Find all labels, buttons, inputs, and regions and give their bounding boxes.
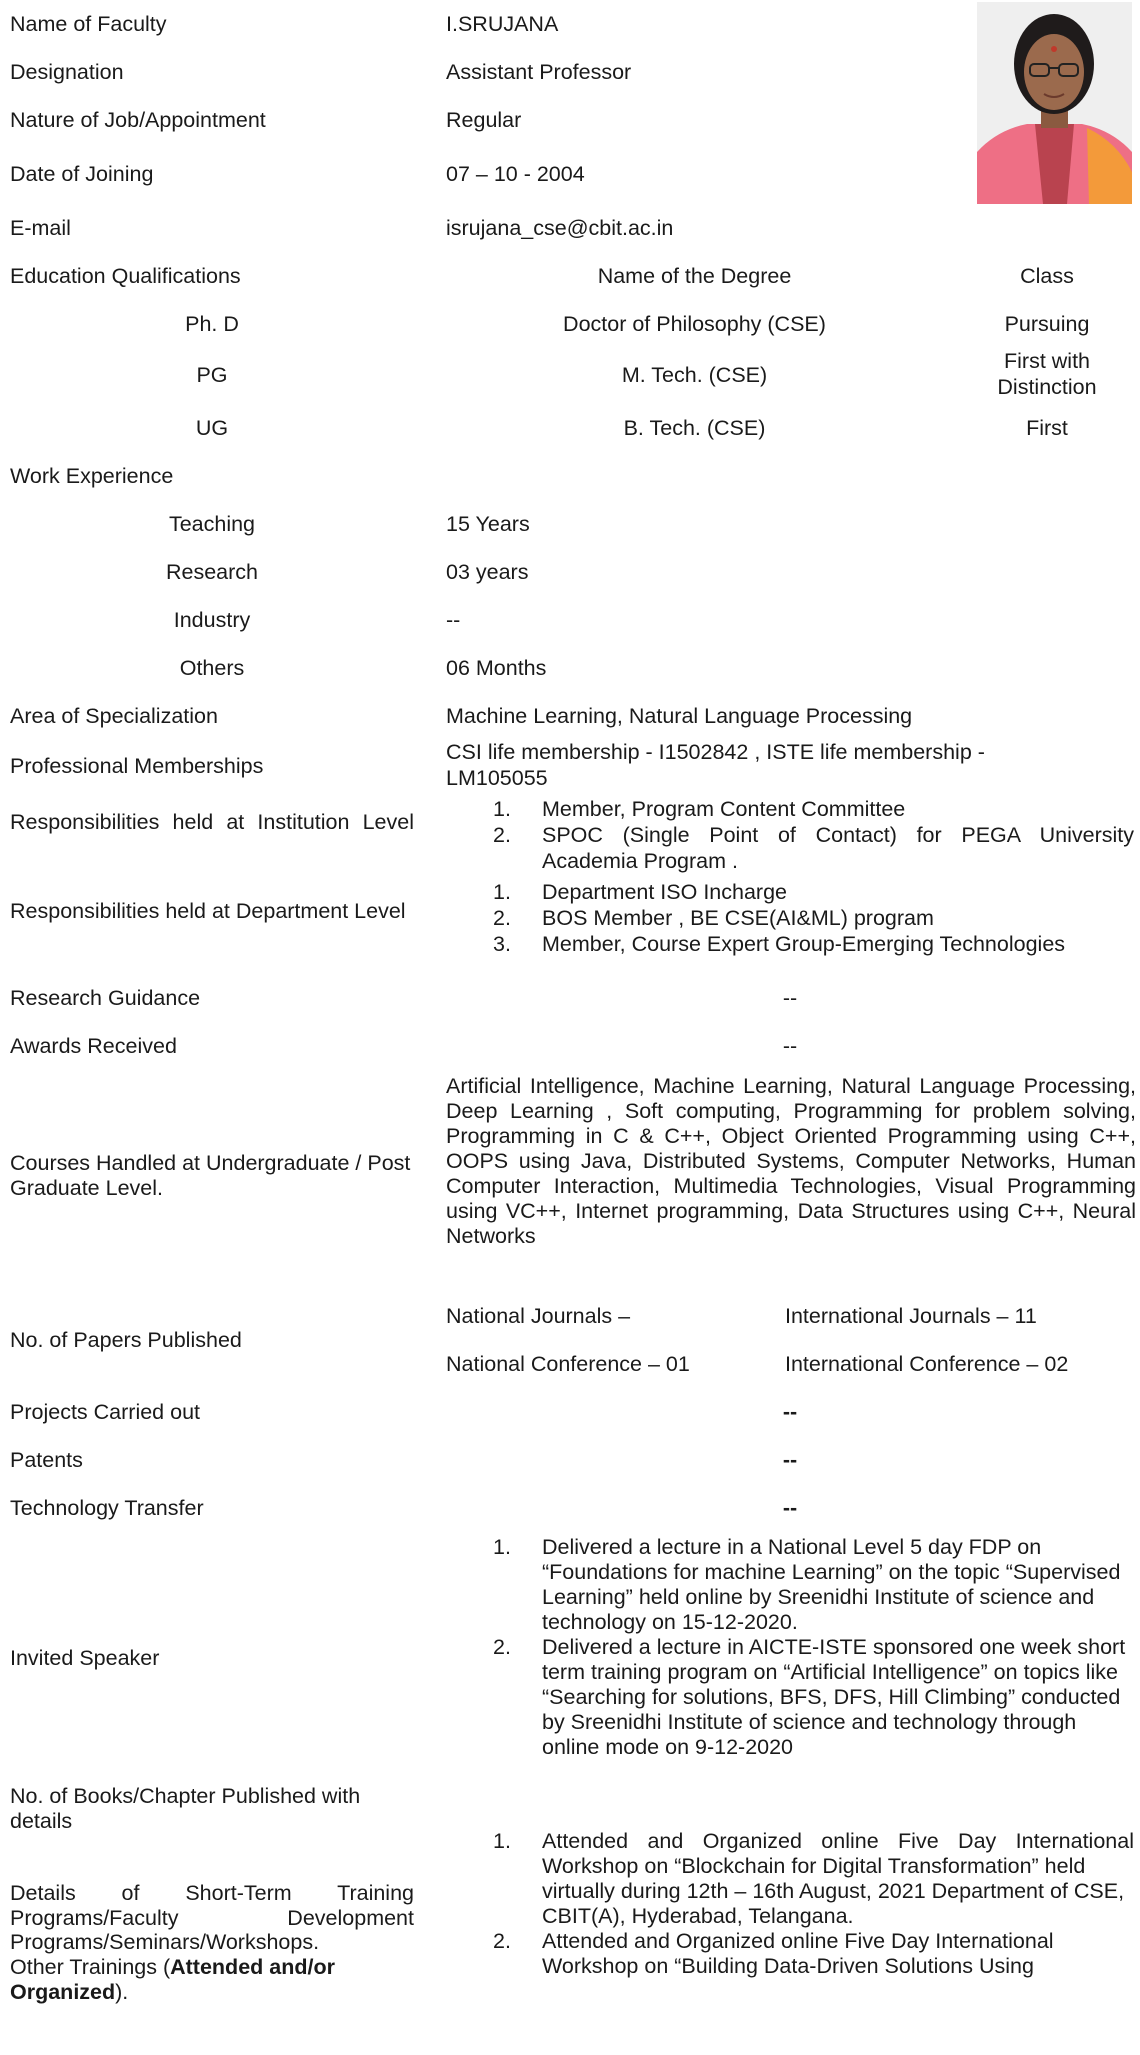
list-item: 1. Department ISO Incharge [493,880,787,904]
specialization-label: Area of Specialization [10,704,218,728]
national-journals: National Journals – [446,1304,631,1328]
edu-degree: B. Tech. (CSE) [623,416,766,440]
memberships-label: Professional Memberships [10,754,264,778]
experience-label: Work Experience [10,464,174,488]
experience-type: Teaching [168,512,256,536]
list-item: 1. Delivered a lecture in a National Level 5 day FDP on “Foundations for machine Learning” on the topic “Supervised Learning” held online by Sreenidhi Institute of science and technology on 15-12-2020. [493,1535,1121,1635]
nature-label: Nature of Job/Appointment [10,108,266,132]
books-label: No. of Books/Chapter Published with details [10,1784,361,1833]
experience-value: 15 Years [446,512,530,536]
memberships-value: CSI life membership - I1502842 , ISTE life membership - LM105055 [446,740,985,790]
international-conference: International Conference – 02 [785,1352,1069,1376]
edu-class: First with Distinction [997,349,1097,399]
edu-level: Ph. D [185,312,239,336]
email-value: isrujana_cse@cbit.ac.in [446,216,674,240]
faculty-name: I.SRUJANA [446,12,559,36]
list-item: 1. Member, Program Content Committee [493,797,906,821]
designation-value: Assistant Professor [446,60,632,84]
experience-type: Industry [173,608,251,632]
education-label: Education Qualifications [10,264,241,288]
invited-list [446,1535,1134,1760]
trainings-label-line: Details of Short-Term Training Programs/Faculty Development Programs/Seminars/Workshops. [10,1881,414,1955]
experience-value: -- [446,608,461,632]
edu-degree: M. Tech. (CSE) [621,363,768,387]
projects-label: Projects Carried out [10,1400,200,1424]
nature-value: Regular [446,108,522,132]
national-conference: National Conference – 01 [446,1352,690,1376]
projects-value: -- [782,1400,798,1424]
experience-type: Others [179,656,245,680]
tech-transfer-label: Technology Transfer [10,1496,204,1520]
experience-value: 06 Months [446,656,547,680]
trainings-label-line: Other Trainings (Attended and/or Organized). [10,1955,335,2004]
tech-transfer-value: -- [782,1496,798,1520]
edu-level: UG [195,416,229,440]
courses-label: Courses Handled at Undergraduate / Post Graduate Level. [10,1151,411,1200]
papers-label: No. of Papers Published [10,1328,242,1352]
experience-type: Research [165,560,258,584]
resp-dept-list [446,880,1134,957]
resp-dept-label: Responsibilities held at Department Level [10,899,406,923]
list-item: 2. BOS Member , BE CSE(AI&ML) program [493,905,934,930]
specialization-value: Machine Learning, Natural Language Processing [446,704,913,728]
list-item: 2. Attended and Organized online Five Day International Workshop on “Building Data-Driven Solutions Using [493,1929,1054,1979]
trainings-label [10,1881,414,2005]
experience-value: 03 years [446,560,529,584]
doj-value: 07 – 10 - 2004 [446,162,585,186]
awards-label: Awards Received [10,1034,177,1058]
research-guidance-value: -- [782,986,798,1010]
invited-label: Invited Speaker [10,1646,160,1670]
list-item: 2. Delivered a lecture in AICTE-ISTE sponsored one week short term training program on “Artificial Intelligence” on topics like “Searching for solutions, BFS, DFS, Hill Climbing” conducted by Sreenidhi Institute of science and technology through online mode on 9-12-2020 [493,1635,1126,1760]
patents-label: Patents [10,1448,83,1472]
class-header: Class [1020,264,1074,288]
edu-class: First [1026,416,1068,440]
email-label: E-mail [10,216,71,240]
resp-inst-label: Responsibilities held at Institution Level [10,810,414,834]
faculty-photo [977,2,1132,204]
international-journals: International Journals – 11 [785,1304,1037,1328]
degree-header: Name of the Degree [597,264,792,288]
patents-value: -- [782,1448,798,1472]
list-item: 2. SPOC (Single Point of Contact) for PEGA University Academia Program . [493,822,1134,873]
doj-label: Date of Joining [10,162,154,186]
list-item: 3. Member, Course Expert Group-Emerging Technologies [493,931,1066,956]
awards-value: -- [782,1034,798,1058]
courses-value: Artificial Intelligence, Machine Learning, Natural Language Processing, Deep Learning , Soft computing, Programming for problem solving, Programming in C & C++, Object Oriented Programming using C++, OOPS using Java, Distributed Systems, Computer Networks, Human Computer Interaction, Multimedia Technologies, Visual Programming using VC++, Internet programming, Data Structures using C++, Neural Networks [446,1074,1136,1248]
edu-class: Pursuing [1004,312,1090,336]
research-guidance-label: Research Guidance [10,986,201,1010]
trainings-list [446,1829,1134,1979]
list-item: 1. Attended and Organized online Five Day International Workshop on “Blockchain for Digital Transformation” held virtually during 12th – 16th August, 2021 Department of CSE, CBIT(A), Hyderabad, Telangana. [493,1829,1134,1929]
edu-level: PG [196,363,228,387]
resp-inst-list [446,797,1134,874]
name-label: Name of Faculty [10,12,167,36]
edu-degree: Doctor of Philosophy (CSE) [563,312,826,336]
designation-label: Designation [10,60,124,84]
